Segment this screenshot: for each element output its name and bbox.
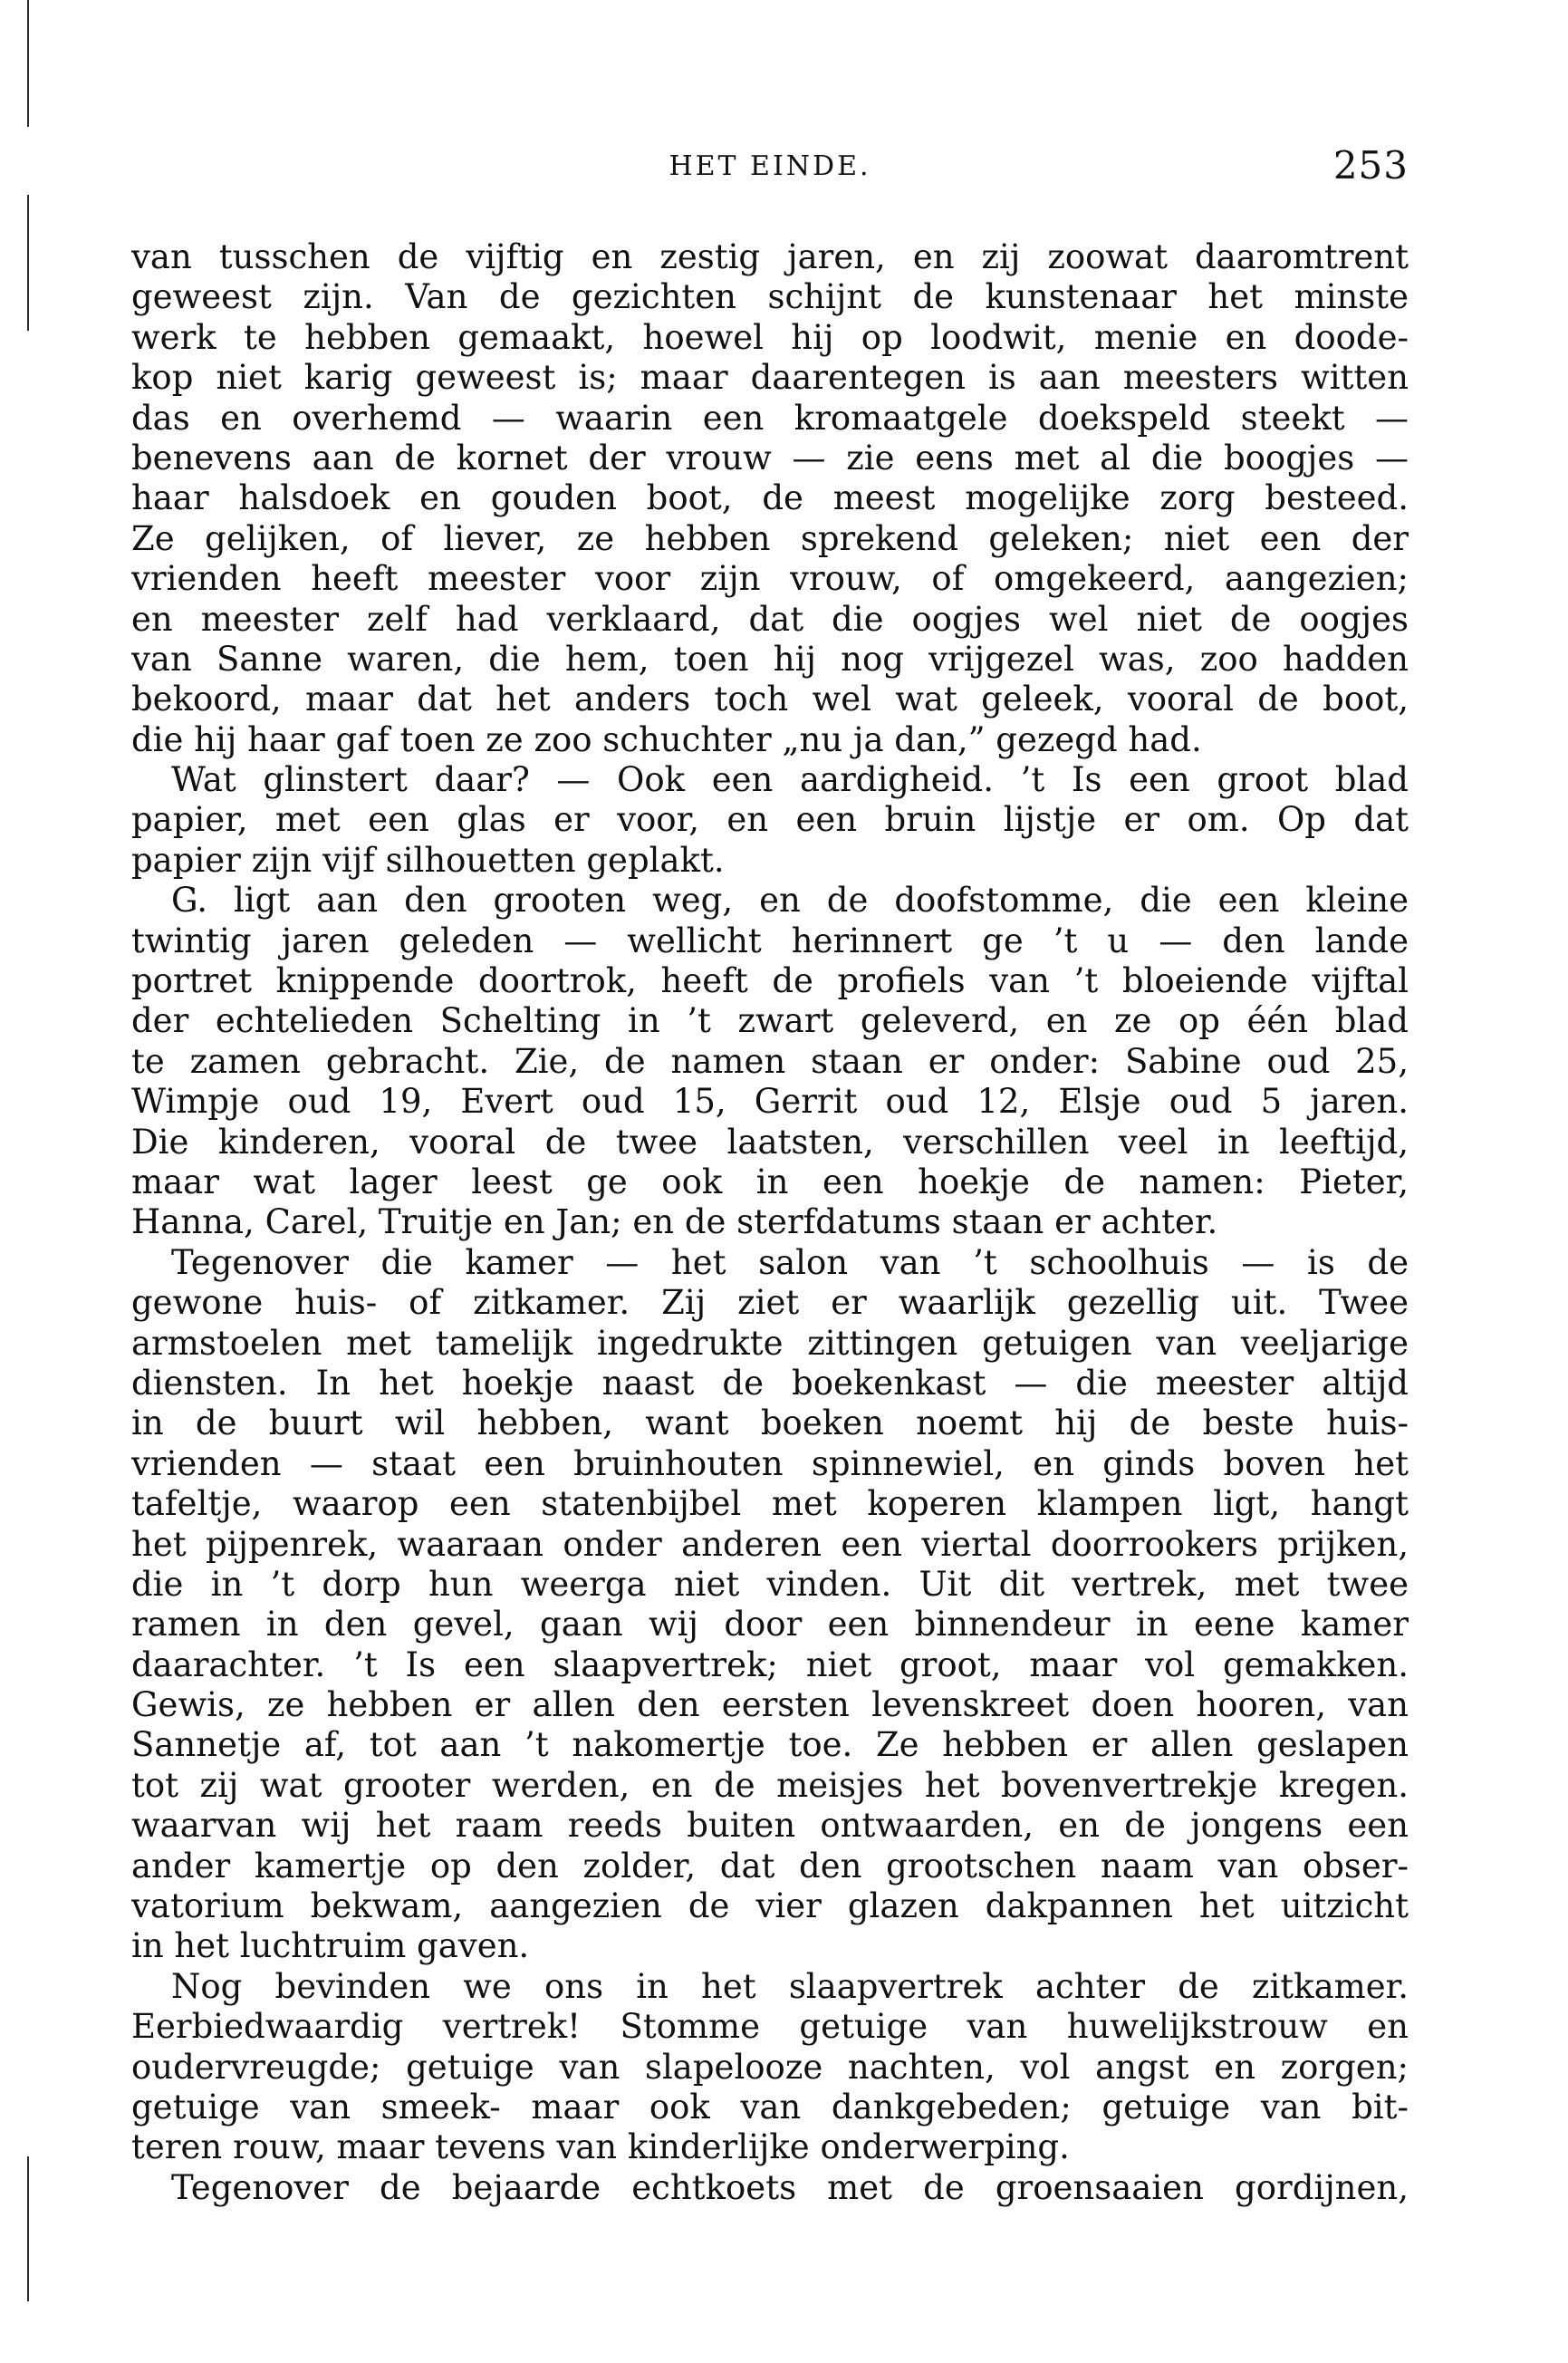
page-number: 253 bbox=[1332, 143, 1409, 188]
text-line: Nog bevinden we ons in het slaapvertrek achter de zitkamer. bbox=[171, 1966, 1409, 2006]
text-line: in de buurt wil hebben, want boeken noemt hij de beste huis- bbox=[131, 1403, 1409, 1443]
binding-edge-line bbox=[27, 0, 29, 127]
text-line: oudervreugde; getuige van slapelooze nachten, vol angst en zorgen; bbox=[131, 2047, 1409, 2087]
running-head: HET EINDE. bbox=[669, 150, 871, 182]
text-line: die hij haar gaf toen ze zoo schuchter „nu ja dan,” gezegd had. bbox=[131, 719, 1202, 759]
text-line: portret knippende doortrok, heeft de profiels van ’t bloeiende vijftal bbox=[131, 961, 1409, 1001]
text-line: van tusschen de vijftig en zestig jaren, en zij zoowat daaromtrent bbox=[131, 237, 1409, 276]
text-line: geweest zijn. Van de gezichten schijnt de kunstenaar het minste bbox=[131, 277, 1409, 317]
text-line: papier zijn vijf silhouetten geplakt. bbox=[131, 840, 725, 880]
text-line: in het luchtruim gaven. bbox=[131, 1926, 530, 1966]
text-line: Hanna, Carel, Truitje en Jan; en de sterfdatums staan er achter. bbox=[131, 1202, 1218, 1242]
body-text bbox=[131, 237, 1409, 2208]
text-line: haar halsdoek en gouden boot, de meest mogelijke zorg besteed. bbox=[131, 478, 1409, 518]
text-line: diensten. In het hoekje naast de boekenkast — die meester altijd bbox=[131, 1363, 1409, 1403]
binding-edge-line bbox=[27, 2156, 29, 2301]
text-line: Gewis, ze hebben er allen den eersten levenskreet doen hooren, van bbox=[131, 1685, 1409, 1725]
text-line: Ze gelijken, of liever, ze hebben sprekend geleken; niet een der bbox=[131, 518, 1409, 558]
text-line: getuige van smeek- maar ook van dankgebeden; getuige van bit- bbox=[131, 2087, 1409, 2127]
text-line: kop niet karig geweest is; maar daarentegen is aan meesters witten bbox=[131, 358, 1409, 398]
text-line: G. ligt aan den grooten weg, en de doofstomme, die een kleine bbox=[171, 881, 1409, 921]
text-line: das en overhemd — waarin een kromaatgele doekspeld steekt — bbox=[131, 398, 1409, 438]
text-line: papier, met een glas er voor, en een bruin lijstje er om. Op dat bbox=[131, 800, 1409, 840]
binding-edge-line bbox=[27, 195, 29, 331]
text-line: werk te hebben gemaakt, hoewel hij op loodwit, menie en doode- bbox=[131, 317, 1409, 357]
text-line: bekoord, maar dat het anders toch wel wat geleek, vooral de boot, bbox=[131, 680, 1409, 719]
text-line: vrienden heeft meester voor zijn vrouw, of omgekeerd, aangezien; bbox=[131, 559, 1409, 599]
text-line: van Sanne waren, die hem, toen hij nog vrijgezel was, zoo hadden bbox=[131, 639, 1409, 679]
page-header bbox=[131, 143, 1409, 198]
text-line: Tegenover de bejaarde echtkoets met de groensaaien gordijnen, bbox=[171, 2167, 1409, 2207]
text-line: Eerbiedwaardig vertrek! Stomme getuige van huwelijkstrouw en bbox=[131, 2007, 1409, 2047]
text-line: waarvan wij het raam reeds buiten ontwaarden, en de jongens een bbox=[131, 1806, 1409, 1846]
text-line: maar wat lager leest ge ook in een hoekje de namen: Pieter, bbox=[131, 1162, 1409, 1201]
text-line: die in ’t dorp hun weerga niet vinden. Uit dit vertrek, met twee bbox=[131, 1564, 1409, 1604]
text-line: ander kamertje op den zolder, dat den grootschen naam van obser- bbox=[131, 1846, 1409, 1886]
text-line: ramen in den gevel, gaan wij door een binnendeur in eene kamer bbox=[131, 1605, 1409, 1644]
text-line: vrienden — staat een bruinhouten spinnewiel, en ginds boven het bbox=[131, 1443, 1409, 1483]
text-line: gewone huis- of zitkamer. Zij ziet er waarlijk gezellig uit. Twee bbox=[131, 1283, 1409, 1323]
text-line: Wat glinstert daar? — Ook een aardigheid. ’t Is een groot blad bbox=[171, 760, 1409, 800]
text-line: armstoelen met tamelijk ingedrukte zittingen getuigen van veeljarige bbox=[131, 1323, 1409, 1363]
text-line: daarachter. ’t Is een slaapvertrek; niet groot, maar vol gemakken. bbox=[131, 1644, 1409, 1684]
text-line: twintig jaren geleden — wellicht herinnert ge ’t u — den lande bbox=[131, 921, 1409, 960]
text-line: Wimpje oud 19, Evert oud 15, Gerrit oud 12, Elsje oud 5 jaren. bbox=[131, 1082, 1409, 1122]
text-line: tot zij wat grooter werden, en de meisjes het bovenvertrekje kregen. bbox=[131, 1765, 1409, 1805]
text-line: Sannetje af, tot aan ’t nakomertje toe. Ze hebben er allen geslapen bbox=[131, 1725, 1409, 1765]
text-line: Tegenover die kamer — het salon van ’t schoolhuis — is de bbox=[171, 1242, 1409, 1282]
text-line: benevens aan de kornet der vrouw — zie eens met al die boogjes — bbox=[131, 438, 1409, 477]
text-line: en meester zelf had verklaard, dat die oogjes wel niet de oogjes bbox=[131, 599, 1409, 639]
text-line: teren rouw, maar tevens van kinderlijke onderwerping. bbox=[131, 2127, 1070, 2167]
text-line: Die kinderen, vooral de twee laatsten, verschillen veel in leeftijd, bbox=[131, 1122, 1409, 1162]
text-line: der echtelieden Schelting in ’t zwart geleverd, en ze op één blad bbox=[131, 1001, 1409, 1041]
text-line: vatorium bekwam, aangezien de vier glazen dakpannen het uitzicht bbox=[131, 1886, 1409, 1926]
text-line: te zamen gebracht. Zie, de namen staan er onder: Sabine oud 25, bbox=[131, 1041, 1409, 1081]
text-line: tafeltje, waarop een statenbijbel met koperen klampen ligt, hangt bbox=[131, 1484, 1409, 1524]
text-line: het pijpenrek, waaraan onder anderen een viertal doorrookers prijken, bbox=[131, 1524, 1409, 1564]
